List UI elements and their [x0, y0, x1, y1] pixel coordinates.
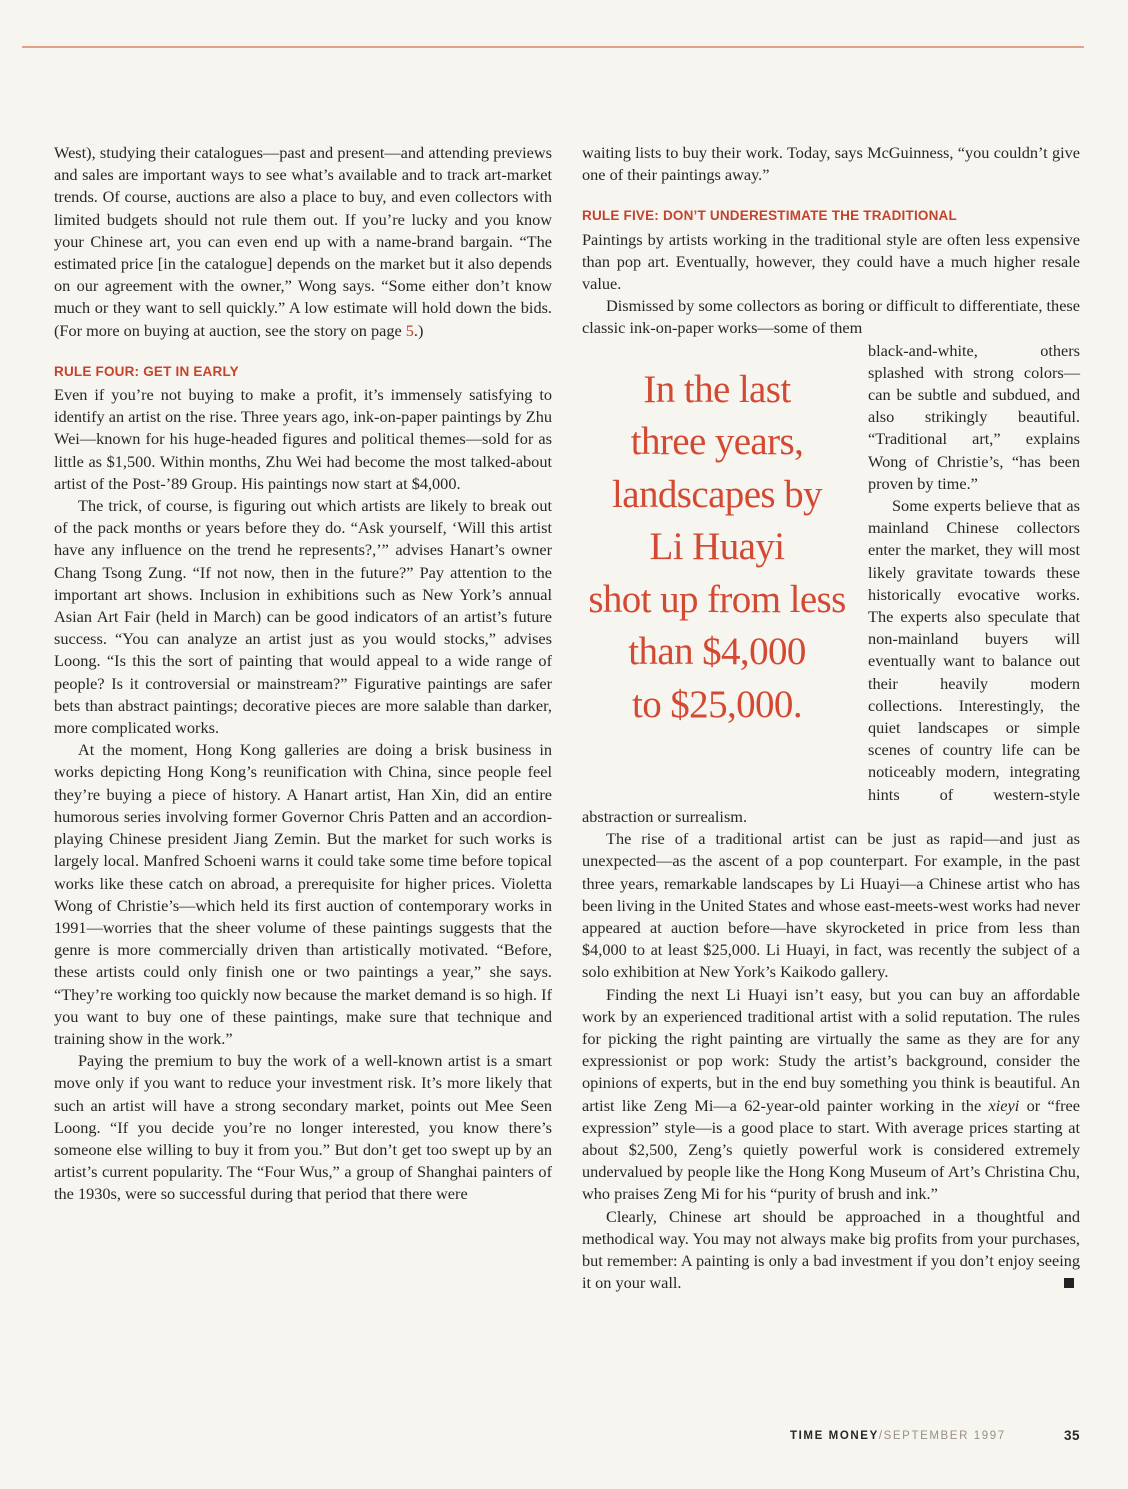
end-mark-icon — [1064, 1278, 1074, 1288]
rule-five-heading: RULE FIVE: DON’T UNDERESTIMATE THE TRADITIONAL — [582, 208, 957, 224]
right-column — [582, 142, 1080, 1294]
pull-quote-line: landscapes by — [612, 472, 822, 516]
page-footer — [790, 1430, 1080, 1442]
body-paragraph: The rise of a traditional artist can be just as rapid—and just as unexpected—as the ascent of a pop counterpart. For example, in the past three years, remarkable landscapes by Li Huayi—a Chinese artist who has been living in the United States and whose east-meets-west works had never appeared at auction before—have skyrocketed in price from less than $4,000 to at least $25,000. Li Huayi, in fact, was recently the subject of a solo exhibition at New York’s Kaikodo gallery. — [582, 829, 1080, 982]
pull-quote-wrap — [582, 340, 1080, 828]
pull-quote — [582, 340, 852, 786]
paragraph-text: Finding the next Li Huayi isn’t easy, but you can buy an affordable work by an experienced traditional artist with a solid reputation. The rules for picking the right painting are virtually the same as they are for any expressionist or pop work: Study the artist’s background, consider the opinions of experts, but in the end buy something you think is beautiful. An artist like Zeng Mi—a 62-year-old painter working in the — [582, 984, 1080, 1115]
pull-quote-line: than $4,000 — [628, 630, 806, 674]
pull-quote-line: In the last — [643, 367, 791, 411]
body-paragraph: Dismissed by some collectors as boring or difficult to differentiate, these classic ink-on-paper works—some of them — [582, 296, 1080, 338]
paragraph-text: .) — [413, 320, 424, 340]
italic-term: xieyi — [988, 1095, 1020, 1115]
left-column — [54, 142, 552, 1206]
page-reference: 5 — [405, 320, 414, 340]
body-paragraph: waiting lists to buy their work. Today, says McGuinness, “you couldn’t give one of their paintings away.” — [582, 143, 1080, 185]
body-paragraph: At the moment, Hong Kong galleries are doing a brisk business in works depicting Hong Kong’s reunification with China, since people feel they’re buying a piece of history. A Hanart artist, Han Xin, did an entire humorous series involving former Governor Chris Patten and an accordion-playing Chinese president Jiang Zemin. But the market for such works is largely local. Manfred Schoeni warns it could take some time before topical works like these catch on abroad, a prerequisite for higher prices. Violetta Wong of Christie’s—which held its first auction of contemporary works in 1991—worries that the sheer volume of these paintings suggests that the genre is more commercially driven than artistically motivated. “Before, these artists could only finish one or two paintings a year,” she says. “They’re working too quickly now because the market demand is so high. If you want to buy one of these paintings, make sure that technique and training show in the work.” — [54, 740, 552, 1048]
page-number: 35 — [1063, 1428, 1080, 1443]
header-rule — [22, 46, 1084, 48]
paragraph-text: West), studying their catalogues—past and present—and attending previews and sales are important ways to see what’s available and to track art-market trends. Of course, auctions are also a place to buy, and even collectors with limited budgets should not rule them out. If you’re lucky and you know your Chinese art, you can even end up with a name-brand bargain. “The estimated price [in the catalogue] depends on the market but it also depends on our agreement with the owner,” Wong says. “Some either don’t know much or they want to sell quickly.” A low estimate will hold down the bids. (For more on buying at auction, see the story on page — [54, 143, 552, 340]
rule-four-heading: RULE FOUR: GET IN EARLY — [54, 363, 239, 379]
body-paragraph: Paying the premium to buy the work of a well-known artist is a smart move only if you want to reduce your investment risk. It’s more likely that such an artist will have a strong secondary market, points out Mee Seen Loong. “If you decide you’re no longer interested, you know there’s someone else willing to buy it from you.” But don’t get too swept up by an artist’s current popularity. The “Four Wus,” a group of Shanghai painters of the 1930s, were so successful during that period that there were — [54, 1051, 552, 1204]
body-paragraph — [582, 1206, 1080, 1295]
pull-quote-line: three years, — [630, 420, 804, 464]
body-paragraph: The trick, of course, is figuring out which artists are likely to break out of the pack months or years before they do. “Ask yourself, ‘Will this artist have any influence on the trend he represents?,’” advises Hanart’s owner Chang Tsong Zung. “If not now, then in the future?” Pay attention to the important art shows. Inclusion in exhibitions such as New York’s annual Asian Art Fair (held in March) can be good indicators of an artist’s future success. “You can analyze an artist just as you would stocks,” advises Loong. “Is this the sort of painting that would appeal to a wide range of people? Is it controversial or mainstream?” Figurative paintings are safer bets than abstract paintings; decorative pieces are more salable than darker, more complicated works. — [54, 496, 552, 738]
body-paragraph — [54, 142, 552, 342]
body-paragraph: Paintings by artists working in the traditional style are often less expensive than pop art. Eventually, however, they could have a much higher resale value. — [582, 229, 1080, 294]
pull-quote-line: to $25,000. — [632, 682, 802, 726]
body-paragraph — [582, 984, 1080, 1206]
pull-quote-line: shot up from less — [588, 577, 846, 621]
footer-separator: / — [878, 1430, 884, 1442]
body-paragraph: Even if you’re not buying to make a profit, it’s immensely satisfying to identify an artist on the rise. Three years ago, ink-on-paper paintings by Zhu Wei—known for his huge-headed figures and political themes—sold for as little as $1,500. Within months, Zhu Wei had become the most talked-about artist of the Post-’89 Group. His paintings now start at $4,000. — [54, 385, 552, 493]
paragraph-text: or “free expression” style—is a good place to start. With average prices starting at about $2,500, Zeng’s quietly powerful work is considered extremely undervalued by people like the Hong Kong Museum of Art’s Christina Chu, who praises Zeng Mi for his “purity of brush and ink.” — [582, 1095, 1080, 1204]
body-paragraph: black-and-white, others splashed with strong colors—can be subtle and subdued, and also strikingly beautiful. “Traditional art,” explains Wong of Christie’s, “has been proven by time.” — [868, 340, 1080, 493]
body-paragraph: Some experts believe that as mainland Chinese collectors enter the market, they will most likely gravitate towards these historically evocative works. The experts also speculate that non-mainland buyers will eventually want to balance out their heavily modern collections. Interestingly, the quiet landscapes or simple scenes of country life can be noticeably modern, integrating hints of western-style abstraction or surrealism. — [582, 496, 1080, 826]
publication-name: TIME MONEY — [790, 1430, 879, 1442]
pull-quote-line: Li Huayi — [649, 525, 785, 569]
issue-date: SEPTEMBER 1997 — [883, 1430, 1006, 1442]
paragraph-text: Clearly, Chinese art should be approached in a thoughtful and methodical way. You may not always make big profits from your purchases, but remember: A painting is only a bad investment if you don’t enjoy seeing it on your wall. — [582, 1206, 1080, 1293]
